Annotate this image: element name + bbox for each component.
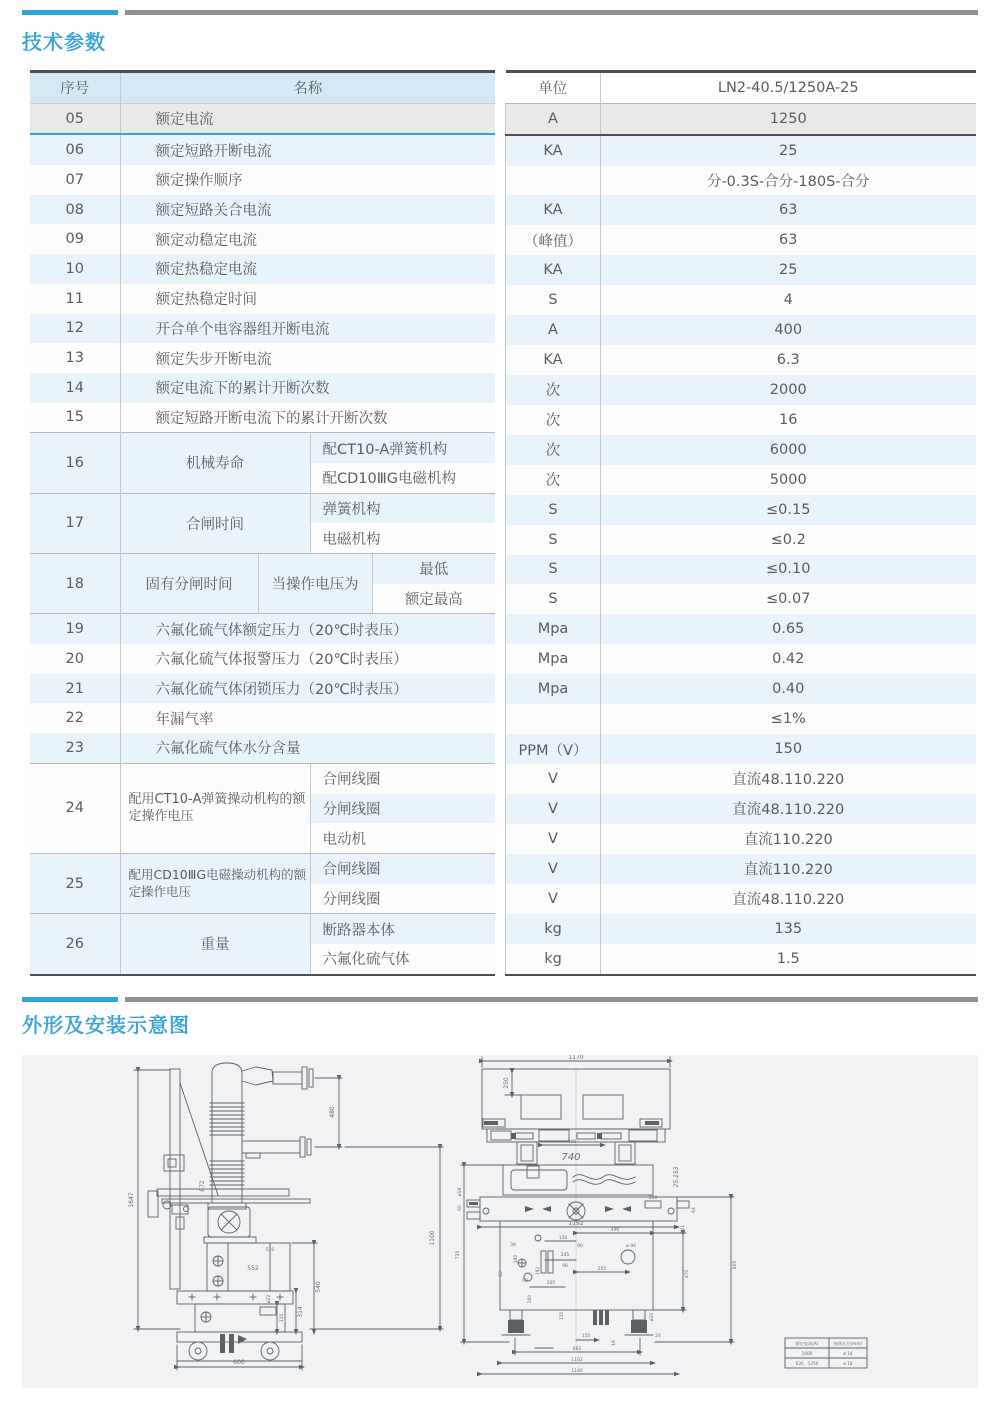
param-name-cell: 额定电流 [120,103,495,134]
param-unit-cell: 次 [506,435,601,465]
outline-diagram-side-view [120,1055,455,1388]
section-title-tech: 技术参数 [22,30,106,54]
dim-label: 1647 [128,1192,135,1208]
dim-label: 882 [572,1347,582,1352]
param-no-cell: 19 [30,614,120,644]
param-value-cell: 25 [601,255,976,285]
param-value-cell: 直流48.110.220 [601,764,976,794]
dim-label: 192 [536,1266,541,1276]
param-unit-cell [506,166,601,196]
param-value-cell: 直流110.220 [601,854,976,884]
param-value-cell: 2000 [601,375,976,405]
param-sub-cell: 合闸线圈 [310,853,495,883]
param-value-cell: 400 [601,315,976,345]
param-no-cell: 06 [65,142,84,159]
param-unit-cell: （峰值） [506,225,601,255]
param-value-cell: 150 [601,734,976,764]
param-unit-cell: KA [506,255,601,285]
param-no-cell: 21 [65,680,84,697]
param-name-cell: 额定短路开断电流下的累计开断次数 [120,403,495,433]
param-sub-cell: 分闸线圈 [310,884,495,914]
param-value-cell: 直流48.110.220 [601,794,976,824]
dim-label: 1192 [568,1220,584,1227]
param-value-cell: 4 [601,285,976,315]
dim-label: 255 [597,1267,607,1272]
param-no-cell: 10 [65,260,84,277]
param-name-cell: 额定电流下的累计开断次数 [120,373,495,403]
dim-label: 872 [199,1180,206,1192]
dim-label: 90 [562,1264,568,1269]
param-no-cell: 26 [30,914,120,975]
mini-table-cell: ø 18 [843,1361,853,1366]
section-title-outline: 外形及安装示意图 [22,1013,190,1037]
param-unit-cell: A [506,315,601,345]
param-unit-cell: A [506,103,601,134]
param-no-cell: 12 [65,320,84,337]
mini-table-cell: 额定电流(A) [795,1341,819,1346]
section-divider-bar [22,10,978,15]
param-group-cell: 固有分闸时间 [120,554,258,614]
param-group-cell: 合闸时间 [120,493,310,553]
param-unit-cell: 次 [506,465,601,495]
param-no-cell: 23 [65,739,84,756]
param-unit-cell: 次 [506,405,601,435]
param-value-cell: 0.40 [601,674,976,704]
param-subc-cell: 最低 [372,554,495,584]
param-value-cell: ≤0.15 [601,495,976,525]
param-sub-cell: 断路器本体 [310,914,495,944]
param-unit-cell: kg [506,944,601,975]
dim-label: 1102 [571,1358,583,1363]
param-no-cell: 24 [30,763,120,853]
param-name-cell: 额定操作顺序 [120,165,495,195]
divider-gray-segment [125,10,978,15]
header-unit: 单位 [506,72,601,104]
param-unit-cell: S [506,285,601,315]
side-view-fills [220,1334,247,1353]
outline-diagram-front-view [455,1055,870,1388]
param-value-cell: 25 [601,135,976,166]
param-unit-cell: V [506,824,601,854]
param-value-cell: 135 [601,914,976,944]
outline-diagram-panel [22,1055,978,1388]
param-sub-cell: 电动机 [310,823,495,853]
dim-label: ø 90 [626,1244,636,1249]
param-sub-cell: 六氟化硫气体 [310,944,495,975]
dim-label: ø18 [458,1187,463,1197]
param-unit-cell: 次 [506,375,601,405]
dim-label: 260 [528,1294,533,1304]
param-no-cell: 20 [65,650,84,667]
dim-label: 205 [546,1281,556,1286]
param-no-cell: 17 [30,493,120,553]
dim-label: 60 [522,1279,528,1284]
divider-blue-segment [22,997,118,1002]
dim-label: 1170 [568,1055,584,1061]
param-sub-cell: 配CD10ⅢG电磁机构 [310,463,495,493]
param-unit-cell: S [506,525,601,555]
header-model: LN2-40.5/1250A-25 [601,72,976,104]
param-no-cell: 16 [30,433,120,493]
header-no: 序号 [30,72,120,104]
dim-label: 25.153 [673,1166,680,1188]
dim-label: 135 [560,1311,565,1321]
param-sub-cell: 分闸线圈 [310,794,495,824]
dim-label: 60 [458,1205,463,1211]
param-value-cell: 16 [601,405,976,435]
param-unit-cell: Mpa [506,674,601,704]
divider-blue-segment [22,10,118,15]
param-no-cell: 25 [30,853,120,913]
param-group-cell: 重量 [120,914,310,975]
param-no-cell: 07 [65,171,84,188]
param-name-cell: 额定短路关合电流 [120,195,495,225]
dim-label: 805 [733,1260,738,1270]
param-no-cell: 15 [65,409,84,426]
param-name-cell: 六氟化硫气体报警压力（20℃时表压） [120,644,495,674]
param-unit-cell: S [506,584,601,614]
mini-table-cell: 630、1250 [795,1361,819,1366]
param-name-cell: 额定动稳定电流 [120,224,495,254]
dim-label: ø22 [267,1294,272,1304]
param-no-cell: 14 [65,379,84,396]
dim-label: 490 [610,1228,620,1233]
param-name-cell: 额定热稳定电流 [120,254,495,284]
dim-label: 552 [247,1265,259,1272]
dim-label: 150 [558,1236,568,1241]
dim-label: 1146 [571,1369,583,1374]
parameters-table [30,70,976,976]
param-value-cell: 0.65 [601,614,976,644]
dim-label: 121 [681,1224,686,1234]
param-value-cell: 0.42 [601,644,976,674]
divider-gray-segment [125,997,978,1002]
param-group-cell: 机械寿命 [120,433,310,493]
dim-label: 500 [648,1196,658,1201]
dim-label: 24 [655,1334,661,1339]
param-name-cell: 开合单个电容器组开断电流 [120,314,495,344]
param-value-cell: ≤0.10 [601,555,976,585]
param-unit-cell: V [506,854,601,884]
param-unit-cell: V [506,884,601,914]
param-value-cell: 5000 [601,465,976,495]
params-table-left [30,70,495,976]
dim-label: ø20 [650,1312,655,1322]
dim-label: 90 [577,1244,583,1249]
dim-label: 314 [297,1306,304,1318]
dim-label: 245 [560,1253,570,1258]
param-unit-cell: PPM（V） [506,734,601,764]
dim-label: 600 [233,1359,245,1366]
param-groupl-cell: 配用CT10-A弹簧操动机构的额定操作电压 [120,763,310,853]
param-no-cell: 08 [65,201,84,218]
param-value-cell: 63 [601,225,976,255]
param-subc-cell: 额定最高 [372,584,495,614]
dim-label: 480 [329,1106,336,1118]
dim-label: 16 [612,1340,617,1346]
param-unit-cell: V [506,764,601,794]
param-no-cell: 18 [30,554,120,614]
dim-label: 180 [514,1254,519,1264]
dim-label: 50 [499,1271,504,1277]
param-value-cell: ≤1% [601,704,976,734]
param-unit-cell: KA [506,135,601,166]
param-value-cell: ≤0.2 [601,525,976,555]
param-unit-cell: S [506,495,601,525]
param-no-cell: 22 [65,710,84,727]
param-name-cell: 六氟化硫气体水分含量 [120,733,495,763]
param-unit-cell: Mpa [506,644,601,674]
header-name: 名称 [120,72,495,104]
param-unit-cell: KA [506,345,601,375]
param-name-cell: 年漏气率 [120,703,495,733]
param-value-cell: 1.5 [601,944,976,975]
param-value-cell: 6.3 [601,345,976,375]
param-name-cell: 六氟化硫气体闭锁压力（20℃时表压） [120,674,495,704]
param-group-cell: 当操作电压为 [258,554,372,614]
param-name-cell: 额定失步开断电流 [120,343,495,373]
param-unit-cell: kg [506,914,601,944]
param-value-cell: ≤0.07 [601,584,976,614]
mini-table-cell: 接线孔径(mm) [833,1341,863,1346]
dim-label: 250 [503,1077,510,1089]
params-table-right [505,70,976,976]
param-value-cell: 1250 [601,103,976,134]
param-groupl-cell: 配用CD10ⅢG电磁操动机构的额定操作电压 [120,853,310,913]
param-unit-cell: KA [506,195,601,225]
section-divider-bar [22,997,978,1002]
param-sub-cell: 合闸线圈 [310,763,495,793]
param-unit-cell: S [506,555,601,585]
dim-label: 740 [561,1152,581,1163]
param-unit-cell: V [506,794,601,824]
dim-label: 1100 [429,1230,436,1246]
param-value-cell: 63 [601,195,976,225]
param-no-cell: 11 [65,290,84,307]
dim-label: 400 [567,1140,577,1145]
mini-table-cell: ø 14 [843,1351,853,1356]
param-name-cell: 额定热稳定时间 [120,284,495,314]
param-sub-cell: 配CT10-A弹簧机构 [310,433,495,463]
param-no-cell: 13 [65,350,84,367]
param-value-cell: 直流48.110.220 [601,884,976,914]
side-view-linework [134,1063,443,1370]
param-name-cell: 六氟化硫气体额定压力（20℃时表压） [120,614,495,644]
param-value-cell: 6000 [601,435,976,465]
param-value-cell: 分-0.3S-合分-180S-合分 [601,166,976,196]
dim-label: 115 [280,1313,285,1323]
dim-label: 64 [692,1207,697,1213]
dim-label: 735 [456,1250,461,1260]
param-no-cell: 09 [65,231,84,248]
param-no-cell: 05 [30,103,120,134]
dim-label: 150 [581,1334,591,1339]
param-unit-cell [506,704,601,734]
param-unit-cell: Mpa [506,614,601,644]
param-value-cell: 直流110.220 [601,824,976,854]
dim-label: 470 [685,1269,690,1279]
dim-label: 540 [315,1281,322,1293]
mini-table-cell: 1600 [801,1351,813,1356]
dim-label: 510 [265,1248,275,1253]
param-sub-cell: 电磁机构 [310,523,495,553]
dim-label: 38 [510,1243,516,1248]
param-sub-cell: 弹簧机构 [310,493,495,523]
param-name-cell: 额定短路开断电流 [120,134,495,165]
